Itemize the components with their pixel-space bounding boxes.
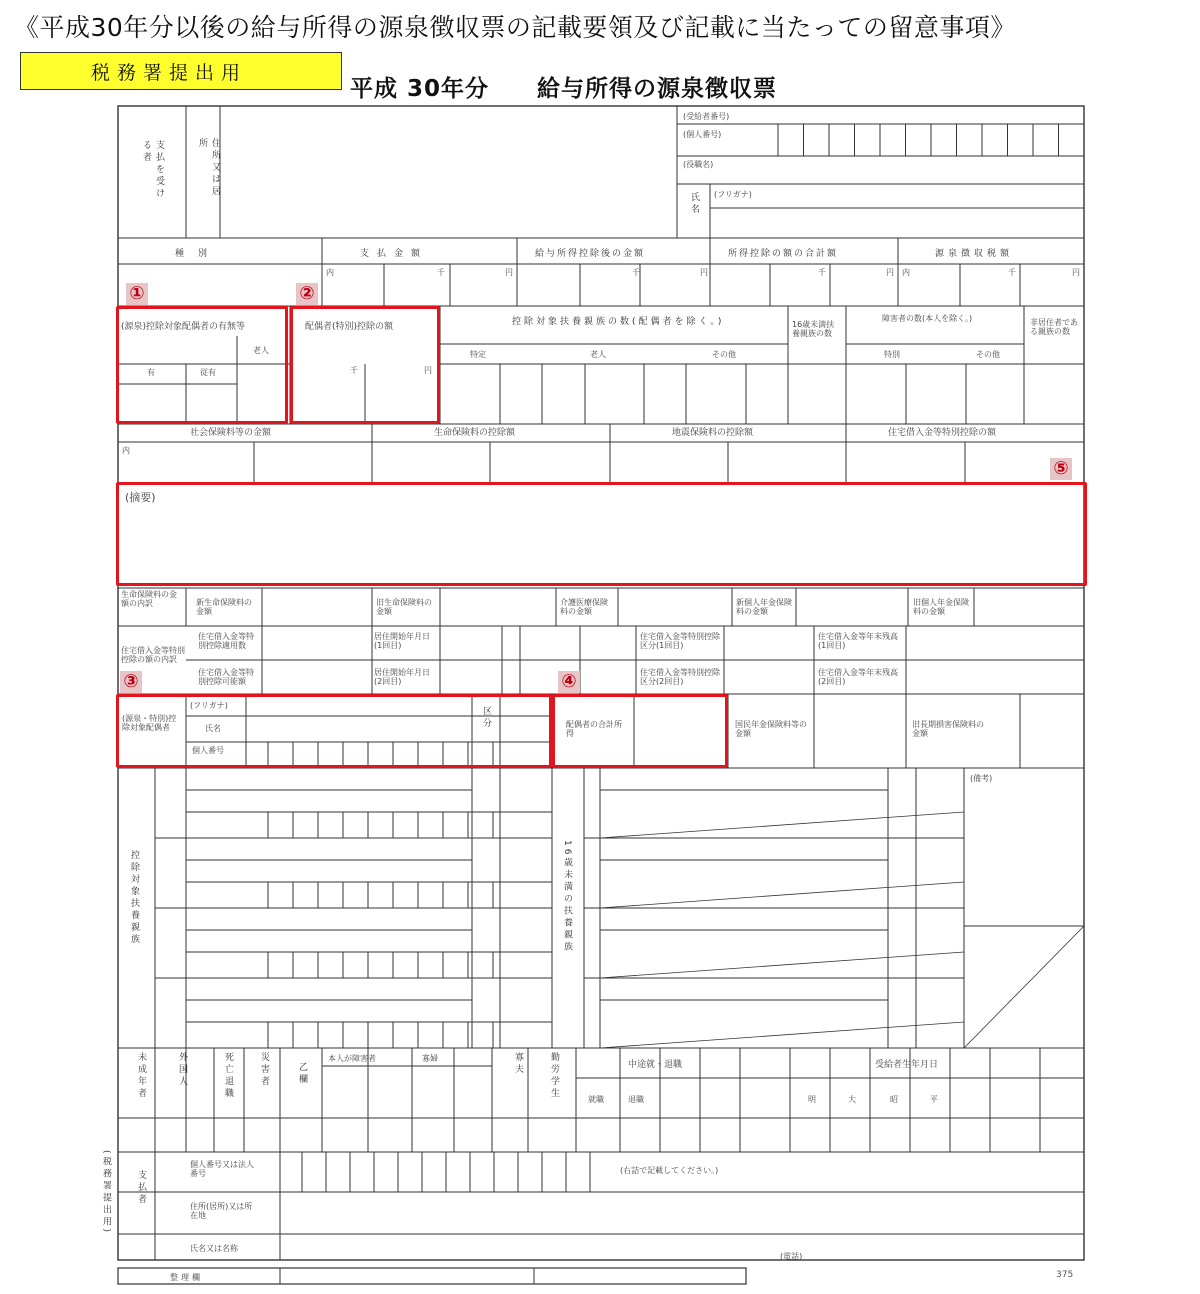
callout-badge-4: ④ xyxy=(558,671,580,693)
grid-line xyxy=(600,882,964,908)
housing-count-label: 住宅借入金等特別控除適用数 xyxy=(198,632,254,651)
old-life-label: 旧生命保険料の金額 xyxy=(376,598,432,617)
recipient-label: 支払を受ける者 xyxy=(141,140,164,200)
callout-box-2 xyxy=(290,306,440,424)
callout-badge-5: ⑤ xyxy=(1050,458,1072,480)
payer-name-label: 氏名又は名称 xyxy=(190,1244,238,1253)
spouse-existence-label: (源泉)控除対象配偶者の有無等 xyxy=(121,322,246,332)
dependents-side-label: 控除対象扶養親族 xyxy=(129,850,139,946)
housing-possible-label: 住宅借入金等特別控除可能額 xyxy=(198,668,254,687)
type-label: 種別 xyxy=(175,249,222,259)
furigana-label: (フリガナ) xyxy=(714,190,752,199)
job-title-label: (役職名) xyxy=(683,160,714,169)
name-label: 氏名 xyxy=(205,724,221,733)
arrange-label: 整理欄 xyxy=(170,1273,203,1282)
life-breakdown-label: 生命保険料の金額の内訳 xyxy=(121,590,177,609)
thousand-mark: 千 xyxy=(1008,268,1016,277)
birth-date-label: 受給者生年月日 xyxy=(875,1060,939,1070)
taisho-label: 大 xyxy=(848,1095,856,1104)
grid-line xyxy=(600,812,964,838)
spouse-deduction-label: 配偶者(特別)控除の額 xyxy=(305,322,394,332)
notes-label: (備考) xyxy=(970,774,993,783)
after-deduction-label: 給与所得控除後の金額 xyxy=(535,249,646,259)
housing-balance-2-label: 住宅借入金等年末残高(2回目) xyxy=(818,668,898,687)
payer-label: 支払者 xyxy=(136,1170,146,1206)
self-disabled-label: 本人が障害者 xyxy=(328,1054,376,1063)
sub-yes-label: 従有 xyxy=(200,368,216,377)
spouse-income-label: 配偶者の合計所得 xyxy=(566,720,622,739)
elderly2-label: 老人 xyxy=(590,350,606,359)
thousand-mark: 千 xyxy=(818,268,826,277)
callout-badge-1: ① xyxy=(126,283,148,305)
thousand-mark: 千 xyxy=(437,268,445,277)
housing-class-2-label: 住宅借入金等特別控除区分(2回目) xyxy=(640,668,720,687)
housing-class-1-label: 住宅借入金等特別控除区分(1回目) xyxy=(640,632,720,651)
join-label: 就職 xyxy=(588,1095,604,1104)
personal-number-label: 個人番号 xyxy=(192,746,224,755)
new-life-label: 新生命保険料の金額 xyxy=(196,598,252,617)
total-deduction-label: 所得控除の額の合計額 xyxy=(728,249,839,259)
housing-loan-label: 住宅借入金等特別控除の額 xyxy=(888,428,997,438)
thousand-mark: 千 xyxy=(350,366,358,375)
old-longterm-label: 旧長期損害保険料の金額 xyxy=(912,720,984,739)
page-heading: 《平成30年分以後の給与所得の源泉徴収票の記載要領及び記載に当たっての留意事項》 xyxy=(14,13,1016,42)
inner-mark: 内 xyxy=(122,446,130,455)
foreigner-label: 外国人 xyxy=(177,1052,187,1088)
payer-address-label: 住所(居所)又は所在地 xyxy=(190,1202,253,1221)
under16-label: 16歳未満扶養親族の数 xyxy=(792,320,835,339)
inner-mark: 内 xyxy=(326,268,334,277)
specific-label: 特定 xyxy=(470,350,486,359)
elderly-label: 老人 xyxy=(253,346,269,355)
housing-balance-1-label: 住宅借入金等年末残高(1回目) xyxy=(818,632,898,651)
widow-label: 寡婦 xyxy=(422,1054,438,1063)
yen-mark: 円 xyxy=(700,268,708,277)
personal-number-label: (個人番号) xyxy=(683,130,722,139)
yen-mark: 円 xyxy=(505,268,513,277)
remarks-label: (摘要) xyxy=(125,491,156,504)
midway-label: 中途就・退職 xyxy=(628,1060,683,1070)
name-label: 氏名 xyxy=(689,192,699,216)
death-retire-label: 死亡退職 xyxy=(223,1052,233,1100)
earthquake-insurance-label: 地震保険料の控除額 xyxy=(672,428,754,438)
heisei-label: 平 xyxy=(930,1095,938,1104)
yen-mark: 円 xyxy=(1072,268,1080,277)
callout-box-1 xyxy=(116,306,288,424)
withholding-tax-label: 源泉徴収税額 xyxy=(935,249,1014,259)
residence-start-2-label: 居住開始年月日(2回目) xyxy=(374,668,430,687)
widower-label: 寡夫 xyxy=(513,1052,523,1076)
callout-badge-3: ③ xyxy=(120,671,142,693)
callout-box-4 xyxy=(552,694,728,768)
medical-care-label: 介護医療保険料の金額 xyxy=(560,598,608,617)
yen-mark: 円 xyxy=(424,366,432,375)
new-pension-label: 新個人年金保険料の金額 xyxy=(736,598,792,617)
housing-breakdown-label: 住宅借入金等特別控除の額の内訳 xyxy=(121,646,185,665)
page-number: 375 xyxy=(1056,1270,1074,1280)
dependents-label: 控除対象扶養親族の数(配偶者を除く。) xyxy=(512,317,725,327)
other-label: その他 xyxy=(712,350,736,359)
address-label: 住所又は居所 xyxy=(197,138,220,198)
form-title: 平成 30年分 給与所得の源泉徴収票 xyxy=(350,76,778,102)
yes-label: 有 xyxy=(147,368,155,377)
callout-box-3 xyxy=(116,694,552,768)
payer-note: (右詰で記載してください。) xyxy=(620,1166,719,1175)
minor-label: 未成年者 xyxy=(136,1052,146,1100)
payment-amount-label: 支払金額 xyxy=(360,249,429,259)
residence-start-1-label: 居住開始年月日(1回目) xyxy=(374,632,430,651)
disaster-label: 災害者 xyxy=(259,1052,269,1088)
old-pension-label: 旧個人年金保険料の金額 xyxy=(913,598,969,617)
disabled-label: 障害者の数(本人を除く。) xyxy=(882,314,973,323)
nonresident-label: 非居住者である親族の数 xyxy=(1030,318,1078,337)
payer-number-label: 個人番号又は法人番号 xyxy=(190,1160,254,1179)
spouse-block-label: (源泉・特別)控除対象配偶者 xyxy=(122,714,177,733)
grid-line xyxy=(600,1022,964,1048)
social-insurance-label: 社会保険料等の金額 xyxy=(190,428,272,438)
callout-badge-2: ② xyxy=(296,283,318,305)
grid-box xyxy=(118,1268,746,1284)
category-label: 区分 xyxy=(481,706,491,730)
national-pension-label: 国民年金保険料等の金額 xyxy=(735,720,807,739)
recipient-number-label: (受給者番号) xyxy=(683,112,730,121)
grid-line xyxy=(600,952,964,978)
otsu-label: 乙欄 xyxy=(297,1062,307,1086)
life-insurance-label: 生命保険料の控除額 xyxy=(434,428,516,438)
tax-office-tag: 税務署提出用 xyxy=(20,52,342,90)
under16-side-label: 16歳未満の扶養親族 xyxy=(562,840,572,954)
student-label: 勤労学生 xyxy=(549,1052,559,1100)
grid-line xyxy=(964,926,1084,1048)
yen-mark: 円 xyxy=(886,268,894,277)
leave-label: 退職 xyxy=(628,1095,644,1104)
thousand-mark: 千 xyxy=(632,268,640,277)
furigana-label: (フリガナ) xyxy=(190,701,228,710)
meiji-label: 明 xyxy=(808,1095,816,1104)
tax-office-side-label: (税務署提出用) xyxy=(101,1150,111,1236)
phone-label: (電話) xyxy=(780,1252,803,1261)
special-label: 特別 xyxy=(884,350,900,359)
showa-label: 昭 xyxy=(890,1095,898,1104)
inner-mark: 内 xyxy=(902,268,910,277)
other2-label: その他 xyxy=(976,350,1000,359)
callout-box-5 xyxy=(116,482,1087,586)
